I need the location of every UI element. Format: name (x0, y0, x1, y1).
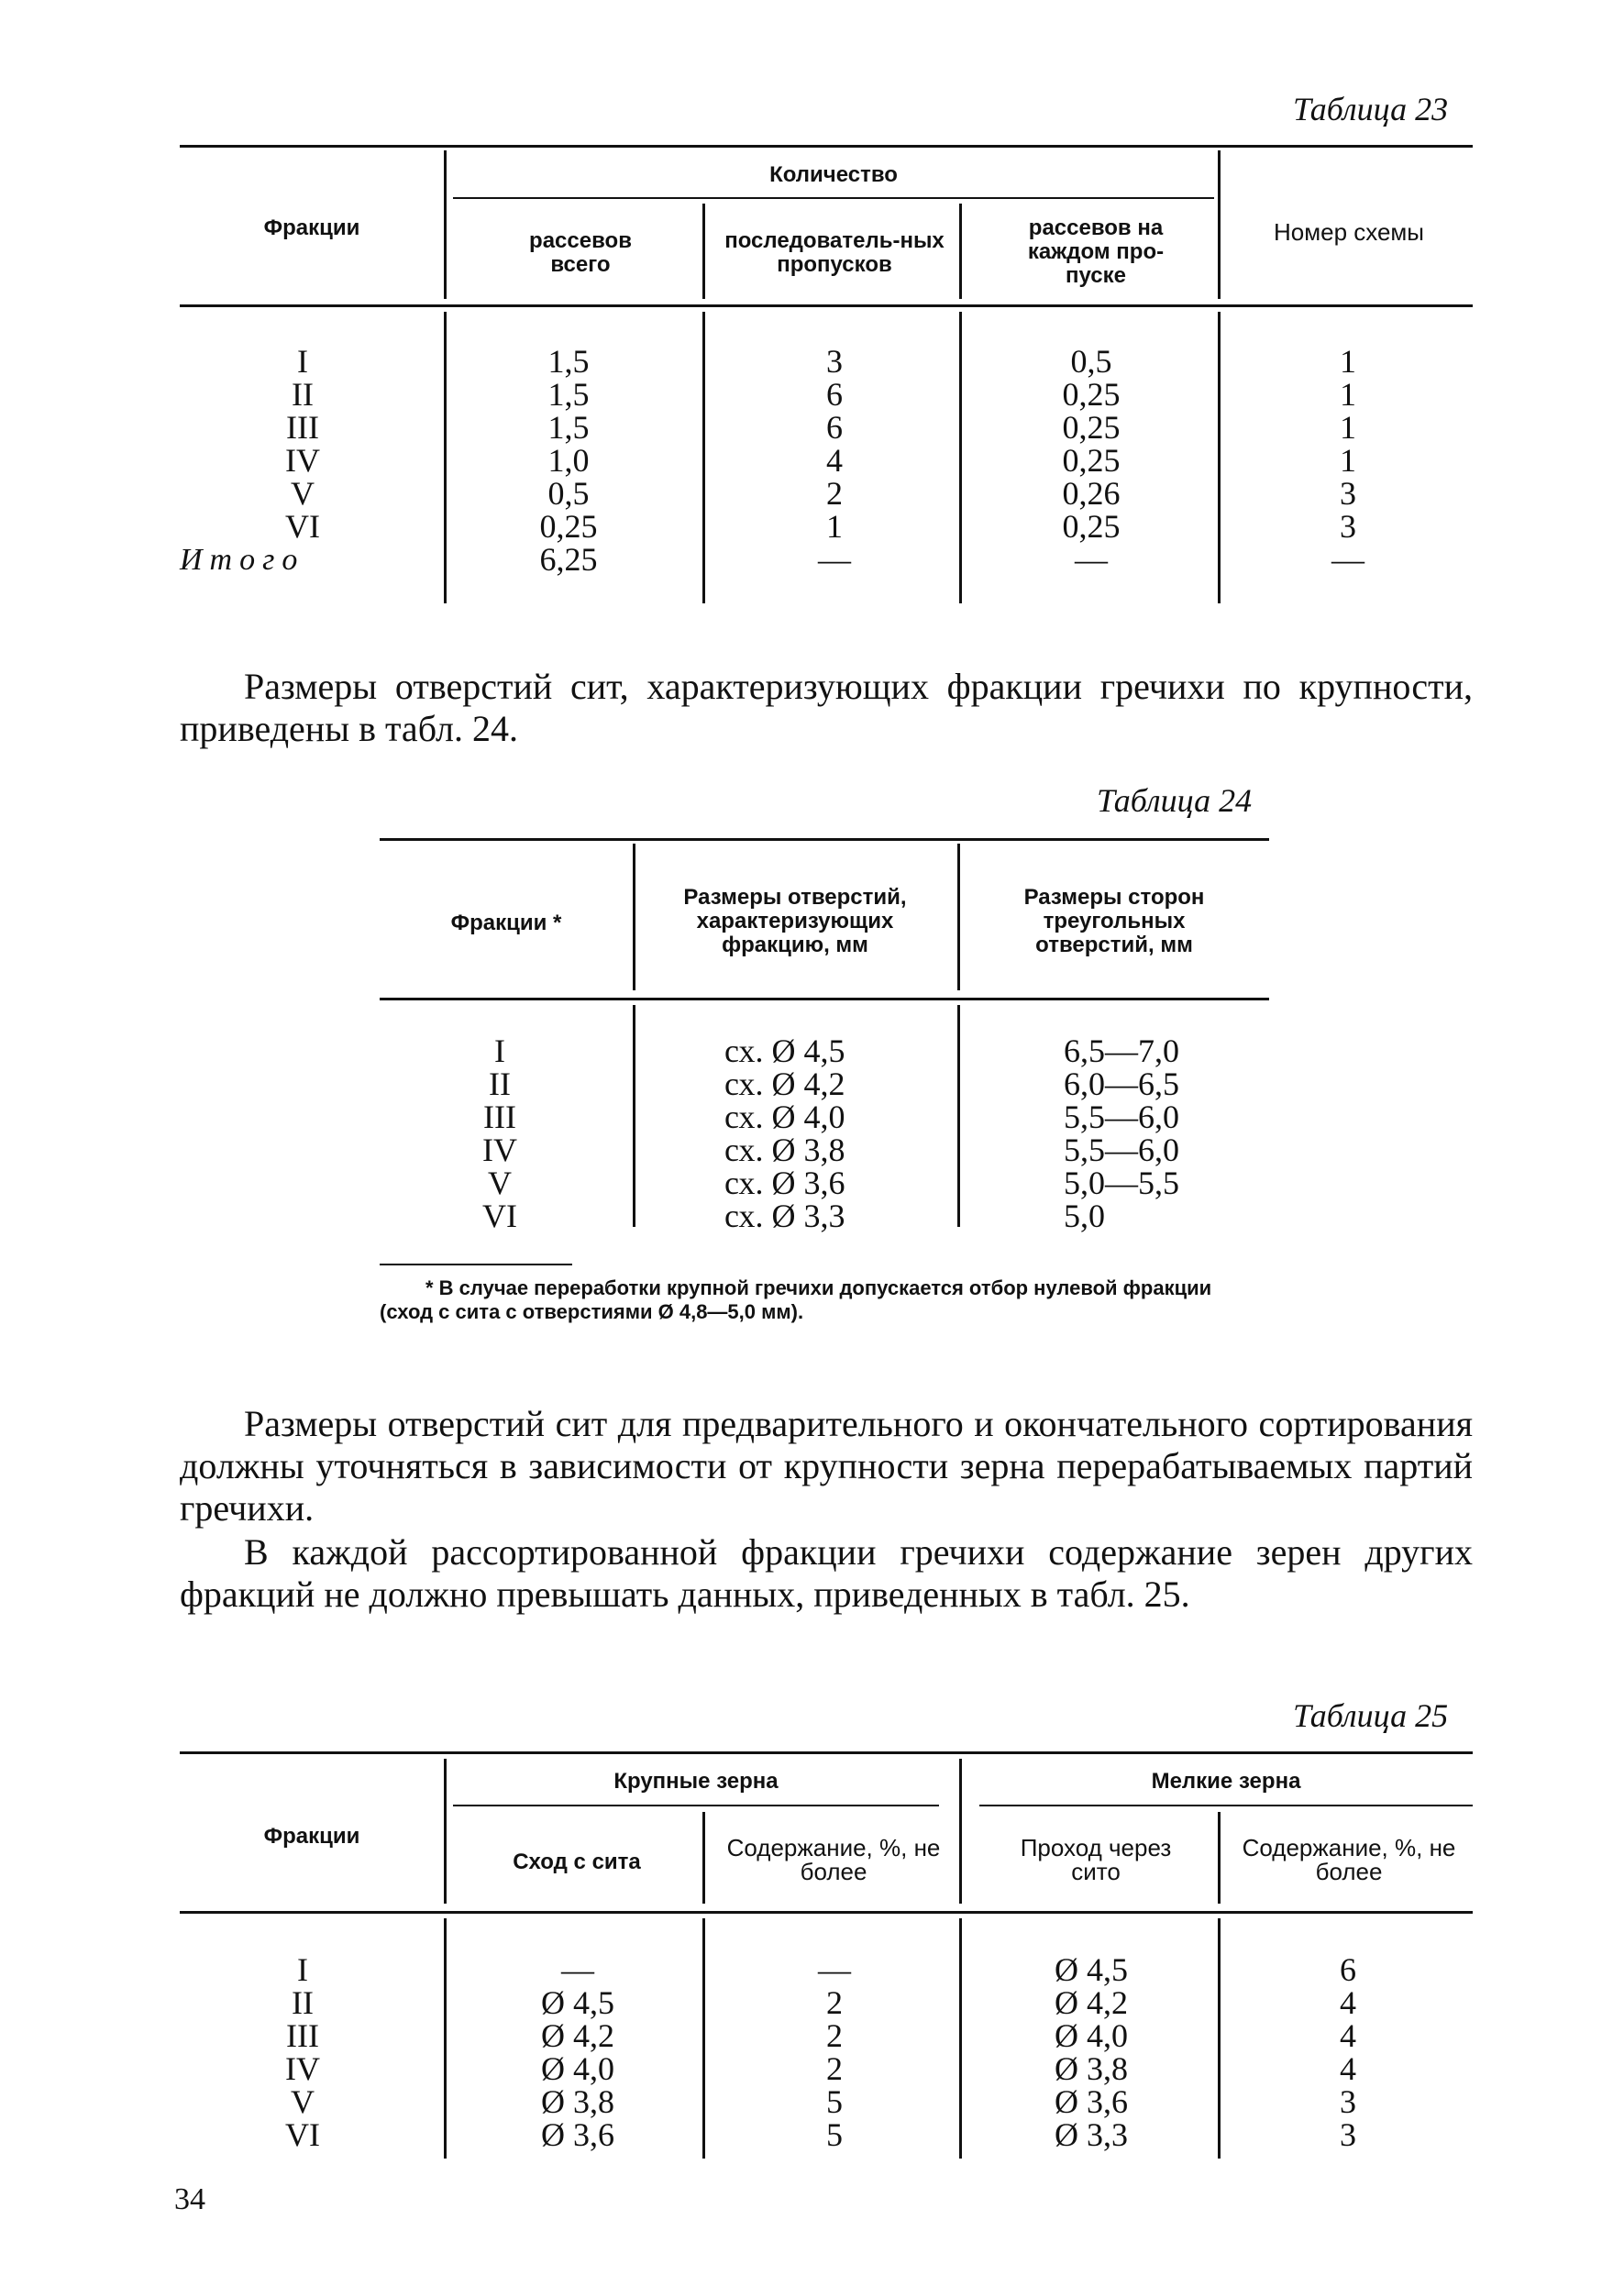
cell: 4 (1340, 1984, 1356, 2021)
cell: 3 (1340, 2083, 1356, 2120)
table25-col-over-sieve (514, 1953, 642, 2151)
cell: Ø 4,0 (541, 2050, 614, 2087)
table24-footnote-rule (380, 1264, 572, 1265)
cell: III (286, 2017, 319, 2054)
table24-header-openings: Размеры отверстий, характеризующих фракцию, мм (683, 885, 907, 957)
table23-header-per-pass: рассевов на каждом про-пуске (1027, 215, 1165, 288)
table25-header-fraction: Фракции (263, 1824, 360, 1849)
cell: 5 (826, 2116, 843, 2153)
cell: V (488, 1165, 512, 1201)
cell: сх. Ø 4,5 (724, 1033, 845, 1069)
table25-col-through-sieve (1027, 1953, 1155, 2151)
cell: I (297, 1951, 308, 1988)
table23-col-scheme (1302, 345, 1394, 576)
table23-divider (959, 204, 962, 299)
table25-large-rule (453, 1805, 939, 1806)
table23-divider (444, 150, 447, 299)
table24-divider (633, 1005, 635, 1227)
table23-header-rule (180, 304, 1473, 307)
table23-divider (444, 312, 447, 603)
cell: 4 (826, 442, 843, 479)
table24-divider (957, 844, 960, 990)
table24-caption: Таблица 24 (1097, 782, 1253, 819)
table24-top-rule (380, 838, 1269, 841)
table24-divider (633, 844, 635, 990)
table25-divider (1218, 1812, 1221, 1904)
paragraph-2: Размеры отверстий сит для предварительного и окончательного сортирования должны уточняться в зависимости от крупности зерна перерабатываемых партий гречихи. (180, 1403, 1473, 1529)
cell: Ø 3,6 (1055, 2083, 1128, 2120)
table24-header-rule (380, 998, 1269, 1000)
table25-divider (444, 1759, 447, 1904)
table25-divider (1218, 1918, 1221, 2159)
cell: Ø 4,2 (1055, 1984, 1128, 2021)
table25-header-content-small: Содержание, %, не более (1242, 1834, 1456, 1885)
cell: 6,0—6,5 (1064, 1066, 1179, 1102)
paragraph-3: В каждой рассортированной фракции гречихи содержание зерен других фракций не должно превышать данных, приведенных в табл. 25. (180, 1531, 1473, 1615)
cell: II (292, 376, 314, 413)
cell: 6 (826, 409, 843, 446)
table23-divider (1218, 312, 1221, 603)
cell: 1,5 (547, 343, 590, 380)
table24-col-triangle (1064, 1034, 1229, 1232)
table23-col-total (514, 345, 624, 576)
cell: 1 (1340, 376, 1356, 413)
cell: — (818, 1951, 851, 1988)
table25-divider (702, 1918, 705, 2159)
table25-header-content-large: Содержание, %, не более (726, 1834, 941, 1885)
table25-divider (959, 1918, 962, 2159)
cell: 3 (1340, 2116, 1356, 2153)
table23-header-scheme: Номер схемы (1274, 218, 1424, 246)
table23-divider (702, 204, 705, 299)
table23-col-per-pass (1036, 345, 1146, 576)
table25-divider (444, 1918, 447, 2159)
cell: 5,5—6,0 (1064, 1132, 1179, 1168)
cell: 0,5 (547, 475, 590, 512)
cell: 0,26 (1062, 475, 1121, 512)
cell: 0,25 (1062, 442, 1121, 479)
cell: IV (285, 2050, 320, 2087)
table25-divider (959, 1759, 962, 1904)
cell: Ø 4,5 (541, 1984, 614, 2021)
cell: сх. Ø 4,2 (724, 1066, 845, 1102)
cell: 0,25 (1062, 376, 1121, 413)
cell: Ø 3,3 (1055, 2116, 1128, 2153)
paragraph-1: Размеры отверстий сит, характеризующих фракции гречихи по крупности, приведены в табл. 24. (180, 666, 1473, 749)
table24-col-openings (724, 1034, 917, 1232)
cell: 1,5 (547, 409, 590, 446)
cell: 5,0 (1064, 1198, 1105, 1234)
table25-header-rule (180, 1911, 1473, 1914)
cell: Ø 3,6 (541, 2116, 614, 2153)
cell: 5 (826, 2083, 843, 2120)
cell: 5,5—6,0 (1064, 1099, 1179, 1135)
table25-header-large: Крупные зерна (613, 1769, 779, 1794)
cell: I (494, 1033, 505, 1069)
cell: 6,25 (539, 541, 598, 578)
cell: 1,5 (547, 376, 590, 413)
cell: 3 (1340, 475, 1356, 512)
table23-top-rule (180, 145, 1473, 148)
cell: Ø 4,2 (541, 2017, 614, 2054)
cell: 2 (826, 1984, 843, 2021)
cell: — (561, 1951, 594, 1988)
table24-footnote: * В случае переработки крупной гречихи допускается отбор нулевой фракции (сход с сита с отверстиями Ø 4,8—5,0 мм). (380, 1276, 1212, 1323)
cell: Ø 4,0 (1055, 2017, 1128, 2054)
cell: — (818, 541, 851, 578)
table25-col-fraction (238, 1953, 367, 2151)
table23-divider (702, 312, 705, 603)
cell: I (297, 343, 308, 380)
cell: 0,5 (1070, 343, 1112, 380)
cell: 0,25 (539, 508, 598, 545)
cell: 2 (826, 2017, 843, 2054)
cell: сх. Ø 3,3 (724, 1198, 845, 1234)
cell: II (489, 1066, 511, 1102)
table23-divider (959, 312, 962, 603)
cell: III (483, 1099, 516, 1135)
table24-header-fraction: Фракции * (450, 911, 562, 935)
table25-divider (702, 1812, 705, 1904)
table23-quantity-rule (453, 197, 1214, 199)
cell: Ø 4,5 (1055, 1951, 1128, 1988)
cell: VI (482, 1198, 517, 1234)
cell: 1,0 (547, 442, 590, 479)
table25-header-over-sieve: Сход с сита (513, 1850, 641, 1874)
table23-header-sequential: последователь-ных пропусков (724, 228, 945, 277)
cell: 3 (826, 343, 843, 380)
table25-header-through-sieve: Проход через сито (1020, 1834, 1172, 1885)
table25-col-content-large (789, 1953, 880, 2151)
cell: II (292, 1984, 314, 2021)
cell: V (291, 2083, 315, 2120)
cell: IV (482, 1132, 517, 1168)
table24-header-triangle: Размеры сторон треугольных отверстий, мм (1023, 885, 1205, 957)
table24-divider (957, 1005, 960, 1227)
table25-top-rule (180, 1751, 1473, 1754)
cell: VI (285, 508, 320, 545)
cell: 0,25 (1062, 508, 1121, 545)
cell: Ø 3,8 (1055, 2050, 1128, 2087)
table23-caption: Таблица 23 (1293, 91, 1449, 127)
cell: 2 (826, 2050, 843, 2087)
table23-col-fraction (238, 345, 367, 543)
table24-col-fraction (449, 1034, 550, 1232)
cell: сх. Ø 4,0 (724, 1099, 845, 1135)
cell: 4 (1340, 2017, 1356, 2054)
cell: 6 (1340, 1951, 1356, 1988)
cell: сх. Ø 3,8 (724, 1132, 845, 1168)
page-number: 34 (174, 2182, 205, 2216)
table25-col-content-small (1302, 1953, 1394, 2151)
table25-caption: Таблица 25 (1293, 1697, 1449, 1734)
cell: 4 (1340, 2050, 1356, 2087)
cell: 6 (826, 376, 843, 413)
cell: — (1075, 541, 1108, 578)
table23-header-total: рассевов всего (529, 228, 632, 277)
cell: 2 (826, 475, 843, 512)
table23-header-fraction: Фракции (263, 215, 360, 240)
table23-header-quantity: Количество (769, 162, 898, 187)
cell: сх. Ø 3,6 (724, 1165, 845, 1201)
cell: — (1331, 541, 1364, 578)
cell: 0,25 (1062, 409, 1121, 446)
table25-small-rule (979, 1805, 1473, 1806)
cell: 1 (1340, 409, 1356, 446)
table23-total-label: Итого (180, 543, 305, 577)
cell: 6,5—7,0 (1064, 1033, 1179, 1069)
cell: V (291, 475, 315, 512)
cell: 5,0—5,5 (1064, 1165, 1179, 1201)
table23-divider (1218, 150, 1221, 299)
table25-header-small: Мелкие зерна (1151, 1769, 1301, 1794)
cell: 3 (1340, 508, 1356, 545)
cell: 1 (1340, 343, 1356, 380)
cell: 1 (1340, 442, 1356, 479)
cell: III (286, 409, 319, 446)
cell: Ø 3,8 (541, 2083, 614, 2120)
cell: 1 (826, 508, 843, 545)
table23-col-sequential (789, 345, 880, 576)
cell: IV (285, 442, 320, 479)
cell: VI (285, 2116, 320, 2153)
